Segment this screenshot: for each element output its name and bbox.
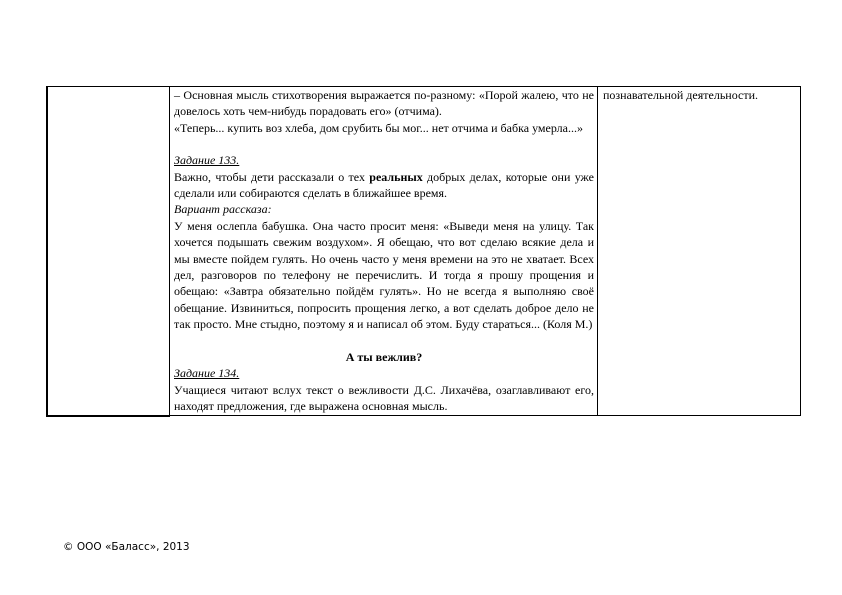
table-cell-right (598, 87, 801, 416)
intro-paragraph-2: «Теперь... купить воз хлеба, дом срубить бы мог... нет отчима и бабка умерла...» (174, 120, 583, 135)
spacer (174, 333, 594, 349)
task-133-title: Задание 133. (174, 153, 240, 168)
middle-cell-content (174, 87, 594, 414)
table-row (47, 87, 801, 416)
intro-paragraph-1: – Основная мысль стихотворения выражается по-разному: «Порой жалею, что не довелось хоть чем-нибудь порадовать его» (отчима). (174, 88, 594, 119)
task-134-title: Задание 134. (174, 366, 240, 381)
task-134-text: Учащиеся читают вслух текст о вежливости Д.С. Лихачёва, озаглавливают его, находят предложения, где выражена основная мысль. (174, 382, 594, 413)
right-cell-text: познавательной деятельности. (603, 88, 759, 102)
task-133-text-start: Важно, чтобы дети рассказали о тех (174, 169, 370, 184)
lesson-table (46, 86, 801, 417)
story-variant-label: Вариант рассказа: (174, 202, 272, 217)
task-133-emphasis: реальных (369, 169, 423, 184)
task-133-text (174, 169, 594, 202)
task-133-text-end: добрых делах, которые они уже сделали или собираются сделать в ближайшее время. (174, 169, 594, 201)
spacer (174, 136, 594, 152)
section-heading: А ты вежлив? (345, 349, 423, 364)
footer-copyright: © ООО «Баласс», 2013 (63, 541, 190, 553)
table-cell-middle (170, 87, 598, 416)
story-text: У меня ослепла бабушка. Она часто просит меня: «Выведи меня на улицу. Так хочется подышать свежим воздухом». Я обещаю, что вот сделаю всякие дела и мы вместе пойдем гулять. Но очень часто у меня времени на это не хватает. Всех дел, разговоров по телефону не перечислить. И тогда я прошу прощения и обещаю: «Завтра обязательно пойдём гулять». Но не всегда я выполняю своё обещание. Извиниться, попросить прощения легко, а вот сделать доброе дело не так просто. Мне стыдно, поэтому я и написал об этом. Буду стараться... (Коля М.) (174, 218, 594, 332)
table-cell-left (47, 87, 170, 416)
